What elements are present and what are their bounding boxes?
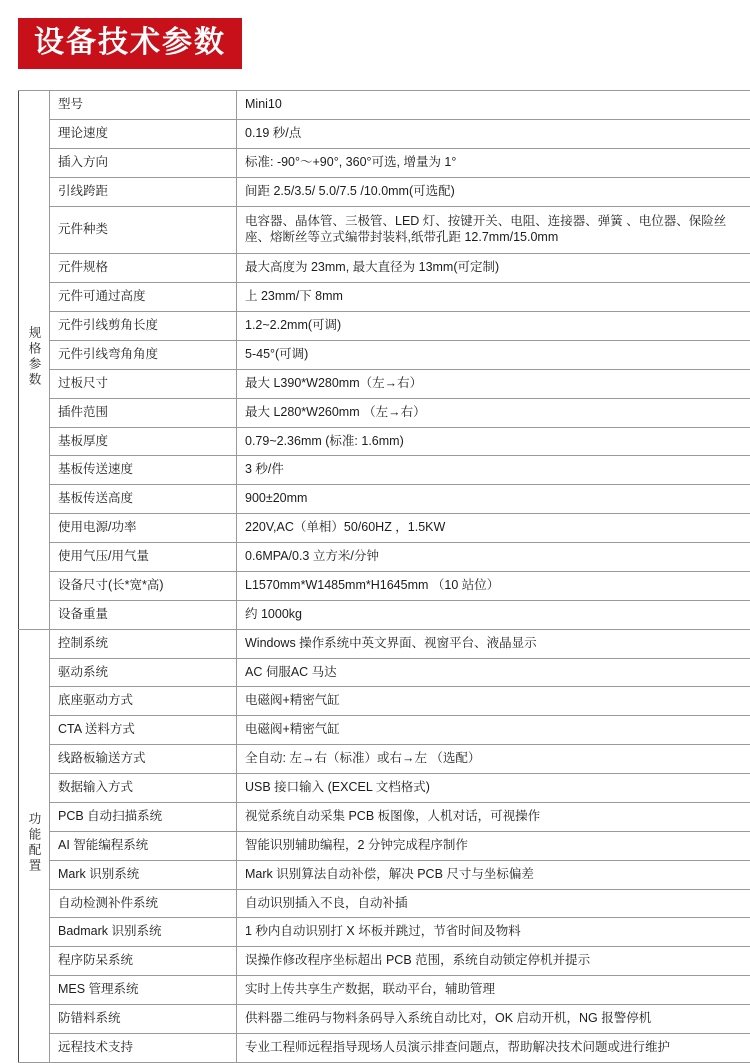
specification-table-body: [19, 91, 750, 1063]
row-key: CTA 送料方式: [50, 716, 237, 745]
row-key: 过板尺寸: [50, 369, 237, 398]
row-key: 基板传送速度: [50, 456, 237, 485]
page-title-wrapper: [18, 18, 242, 69]
table-row: [19, 254, 750, 283]
row-key: 基板厚度: [50, 427, 237, 456]
row-key: 元件可通过高度: [50, 283, 237, 312]
row-key: 引线跨距: [50, 177, 237, 206]
table-row: [19, 91, 750, 120]
table-row: [19, 119, 750, 148]
row-value: 标准: -90°～+90°, 360°可选, 增量为 1°: [237, 148, 750, 177]
row-key: 插入方向: [50, 148, 237, 177]
row-value: L1570mm*W1485mm*H1645mm （10 站位）: [237, 571, 750, 600]
row-key: 防错料系统: [50, 1005, 237, 1034]
row-value: 电磁阀+精密气缸: [237, 687, 750, 716]
row-value: 专业工程师远程指导现场人员演示排查问题点，帮助解决技术问题或进行维护: [237, 1033, 750, 1062]
row-value: 0.6MPA/0.3 立方米/分钟: [237, 543, 750, 572]
row-key: 设备尺寸(长*宽*高): [50, 571, 237, 600]
table-row: [19, 206, 750, 254]
row-value: 900±20mm: [237, 485, 750, 514]
row-key: 底座驱动方式: [50, 687, 237, 716]
table-row: [19, 369, 750, 398]
row-key: Badmark 识别系统: [50, 918, 237, 947]
row-key: 自动检测补件系统: [50, 889, 237, 918]
table-row: [19, 1033, 750, 1062]
row-value: 实时上传共享生产数据，联动平台，辅助管理: [237, 976, 750, 1005]
row-value: 电容器、晶体管、三极管、LED 灯、按键开关、电阻、连接器、弹簧 、电位器、保险丝座、熔断丝等立式编带封装料,纸带孔距 12.7mm/15.0mm: [237, 206, 750, 254]
row-value: 供料器二维码与物料条码导入系统自动比对，OK 启动开机，NG 报警停机: [237, 1005, 750, 1034]
table-row: [19, 889, 750, 918]
table-row: [19, 148, 750, 177]
row-value: 约 1000kg: [237, 600, 750, 629]
group-label-specs: 规格参数: [24, 326, 44, 388]
row-key: Mark 识别系统: [50, 860, 237, 889]
row-value: 上 23mm/下 8mm: [237, 283, 750, 312]
row-key: 插件范围: [50, 398, 237, 427]
row-value: 视觉系统自动采集 PCB 板图像，人机对话，可视操作: [237, 802, 750, 831]
table-row: [19, 571, 750, 600]
row-key: AI 智能编程系统: [50, 831, 237, 860]
specification-table: [18, 90, 750, 1063]
group-label-features: 功能配置: [24, 812, 44, 874]
row-key: 数据输入方式: [50, 774, 237, 803]
row-key: 驱动系统: [50, 658, 237, 687]
group-cell-specs: [19, 91, 50, 630]
row-key: 元件规格: [50, 254, 237, 283]
row-key: 远程技术支持: [50, 1033, 237, 1062]
table-row: [19, 514, 750, 543]
table-row: [19, 177, 750, 206]
row-value: 5-45°(可调): [237, 340, 750, 369]
row-key: 型号: [50, 91, 237, 120]
row-value: 最大高度为 23mm, 最大直径为 13mm(可定制): [237, 254, 750, 283]
table-row: [19, 600, 750, 629]
row-value: Mini10: [237, 91, 750, 120]
row-value: 0.79~2.36mm (标准: 1.6mm): [237, 427, 750, 456]
table-row: [19, 312, 750, 341]
row-value: 0.19 秒/点: [237, 119, 750, 148]
page-title: 设备技术参数: [18, 18, 242, 69]
table-row: [19, 918, 750, 947]
row-key: 理论速度: [50, 119, 237, 148]
row-key: 控制系统: [50, 629, 237, 658]
table-row: [19, 831, 750, 860]
row-key: 使用气压/用气量: [50, 543, 237, 572]
row-key: 使用电源/功率: [50, 514, 237, 543]
row-value: 全自动: 左→右（标准）或右→左 （选配）: [237, 745, 750, 774]
table-row: [19, 774, 750, 803]
table-row: [19, 802, 750, 831]
row-value: 最大 L280*W260mm （左→右）: [237, 398, 750, 427]
row-key: 元件引线剪角长度: [50, 312, 237, 341]
table-row: [19, 658, 750, 687]
row-value: 智能识别辅助编程，2 分钟完成程序制作: [237, 831, 750, 860]
row-value: Mark 识别算法自动补偿，解决 PCB 尺寸与坐标偏差: [237, 860, 750, 889]
table-row: [19, 543, 750, 572]
row-value: 1.2~2.2mm(可调): [237, 312, 750, 341]
table-row: [19, 398, 750, 427]
row-value: Windows 操作系统中英文界面、视窗平台、液晶显示: [237, 629, 750, 658]
table-row: [19, 485, 750, 514]
row-value: 电磁阀+精密气缸: [237, 716, 750, 745]
table-row: [19, 687, 750, 716]
row-value: 最大 L390*W280mm（左→右）: [237, 369, 750, 398]
row-value: 220V,AC（单相）50/60HZ ，1.5KW: [237, 514, 750, 543]
row-key: PCB 自动扫描系统: [50, 802, 237, 831]
row-key: 基板传送高度: [50, 485, 237, 514]
table-row: [19, 745, 750, 774]
table-row: [19, 456, 750, 485]
table-row: [19, 1005, 750, 1034]
table-row: [19, 947, 750, 976]
table-row: [19, 716, 750, 745]
row-value: AC 伺服AC 马达: [237, 658, 750, 687]
row-value: 间距 2.5/3.5/ 5.0/7.5 /10.0mm(可选配): [237, 177, 750, 206]
row-key: 线路板输送方式: [50, 745, 237, 774]
table-row: [19, 340, 750, 369]
group-cell-features: [19, 629, 50, 1062]
row-value: 1 秒内自动识别打 X 坏板并跳过，节省时间及物料: [237, 918, 750, 947]
table-row: [19, 427, 750, 456]
row-key: 元件引线弯角角度: [50, 340, 237, 369]
table-row: [19, 629, 750, 658]
row-key: 元件种类: [50, 206, 237, 254]
row-key: 程序防呆系统: [50, 947, 237, 976]
row-value: 自动识别插入不良，自动补插: [237, 889, 750, 918]
row-key: 设备重量: [50, 600, 237, 629]
table-row: [19, 283, 750, 312]
row-value: USB 接口输入 (EXCEL 文档格式): [237, 774, 750, 803]
table-row: [19, 860, 750, 889]
row-value: 误操作修改程序坐标超出 PCB 范围，系统自动锁定停机并提示: [237, 947, 750, 976]
row-key: MES 管理系统: [50, 976, 237, 1005]
row-value: 3 秒/件: [237, 456, 750, 485]
